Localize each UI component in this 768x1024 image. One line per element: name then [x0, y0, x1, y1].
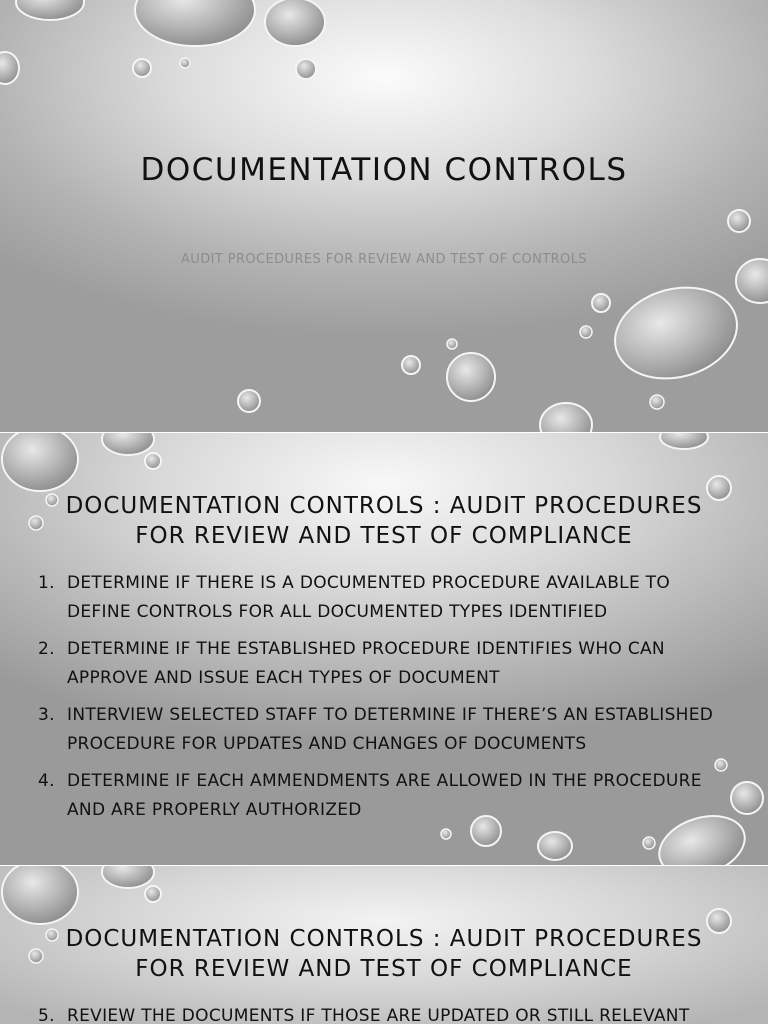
- slide-title: [40, 924, 728, 984]
- list-item: [38, 1002, 738, 1024]
- procedures-slide-2: [0, 866, 768, 1024]
- title-line-2: FOR REVIEW AND TEST OF COMPLIANCE: [135, 523, 633, 549]
- title-line-1: DOCUMENTATION CONTROLS : AUDIT PROCEDURES: [65, 493, 703, 519]
- title-line-1: DOCUMENTATION CONTROLS : AUDIT PROCEDURES: [65, 926, 703, 952]
- list-item: [38, 701, 738, 759]
- slide-title: DOCUMENTATION CONTROLS: [140, 152, 628, 188]
- list-item: [38, 569, 738, 627]
- slide-title: [40, 491, 728, 551]
- procedures-slide-1: [0, 433, 768, 865]
- slide-subtitle: AUDIT PROCEDURES FOR REVIEW AND TEST OF CONTROLS: [181, 252, 587, 267]
- item-text: DETERMINE IF EACH AMMENDMENTS ARE ALLOWED IN THE PROCEDURE AND ARE PROPERLY AUTHORIZED: [67, 771, 702, 820]
- list-item: [38, 635, 738, 693]
- title-slide: [0, 0, 768, 432]
- title-line-2: FOR REVIEW AND TEST OF COMPLIANCE: [135, 956, 633, 982]
- list-item: [38, 767, 738, 825]
- item-text: DETERMINE IF THERE IS A DOCUMENTED PROCEDURE AVAILABLE TO DEFINE CONTROLS FOR ALL DOCUMENTED TYPES IDENTIFIED: [67, 573, 671, 622]
- item-text: REVIEW THE DOCUMENTS IF THOSE ARE UPDATED OR STILL RELEVANT: [67, 1006, 690, 1024]
- procedure-list: [38, 1002, 738, 1024]
- item-text: DETERMINE IF THE ESTABLISHED PROCEDURE IDENTIFIES WHO CAN APPROVE AND ISSUE EACH TYPES OF DOCUMENT: [67, 639, 665, 688]
- water-drops-decoration: [0, 0, 768, 432]
- item-text: INTERVIEW SELECTED STAFF TO DETERMINE IF THERE’S AN ESTABLISHED PROCEDURE FOR UPDATES AND CHANGES OF DOCUMENTS: [67, 705, 714, 754]
- procedure-list: [38, 569, 738, 833]
- item-number: 2.: [38, 639, 55, 659]
- item-number: 3.: [38, 705, 55, 725]
- item-number: 4.: [38, 771, 55, 791]
- item-number: 1.: [38, 573, 55, 593]
- item-number: 5.: [38, 1006, 55, 1024]
